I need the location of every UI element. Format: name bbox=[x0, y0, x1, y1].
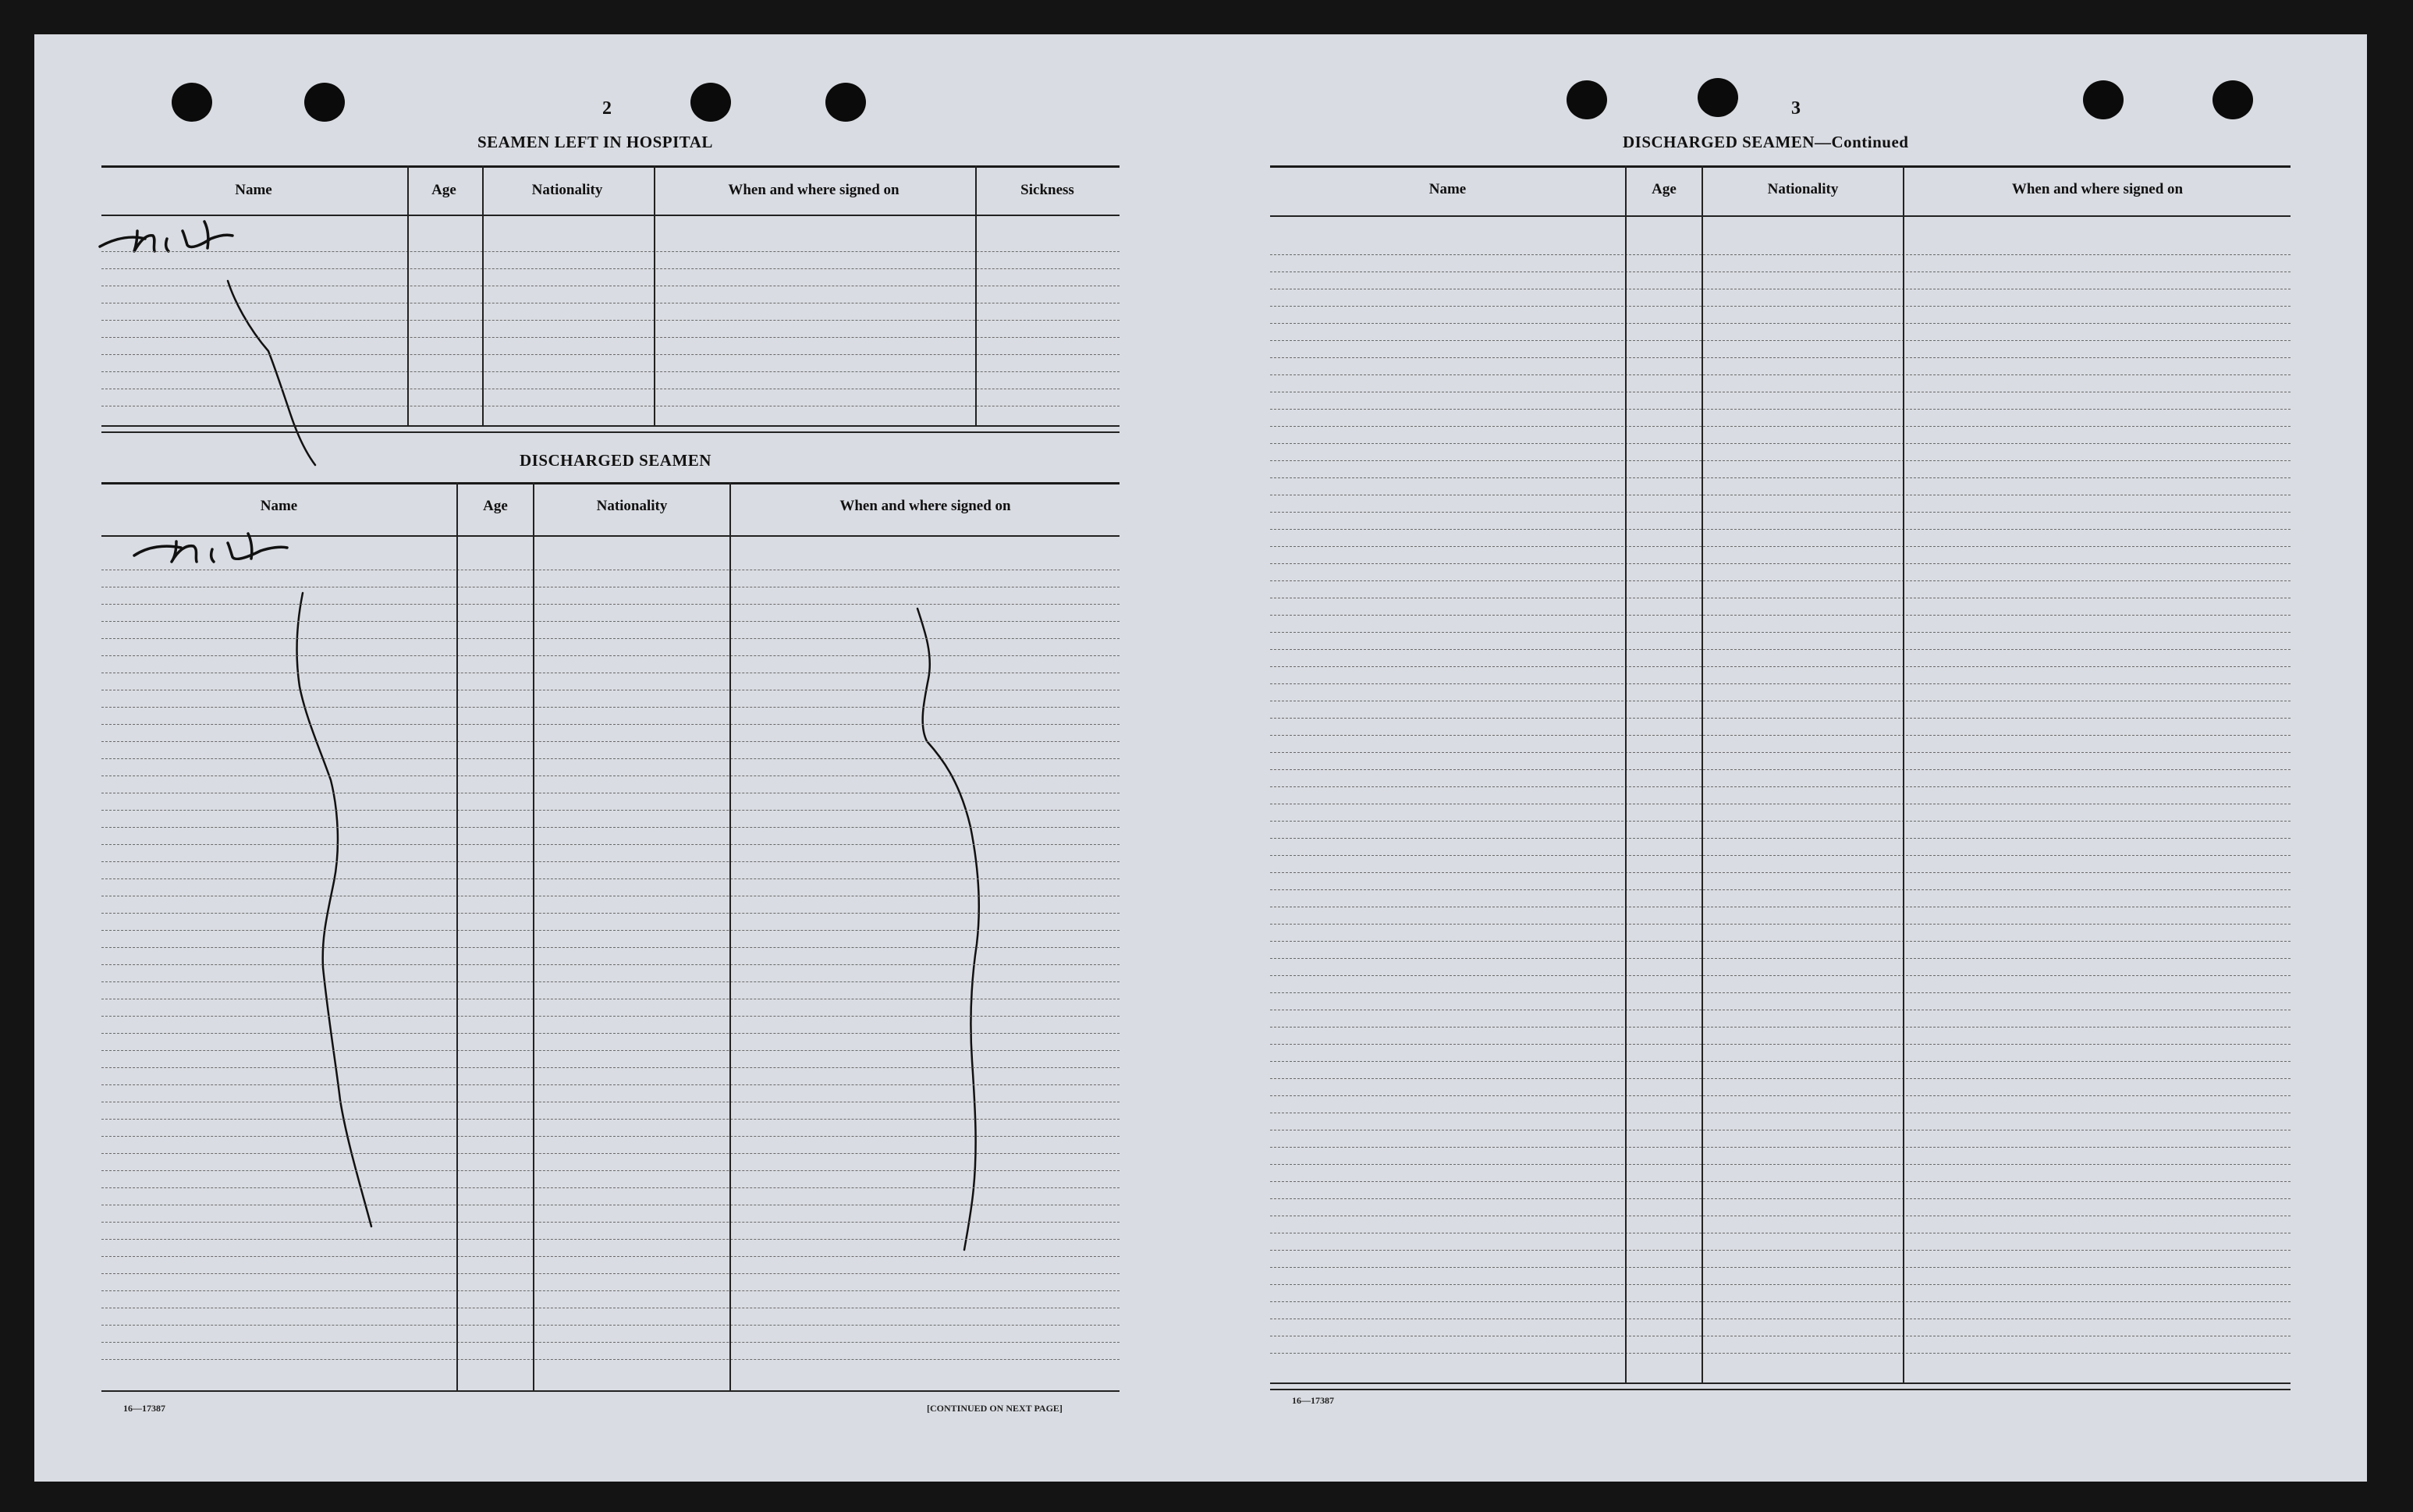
punch-hole bbox=[690, 83, 731, 122]
right-row-rule bbox=[1270, 838, 2291, 839]
right-row-rule bbox=[1270, 1198, 2291, 1199]
discharged-section-title: DISCHARGED SEAMEN bbox=[520, 451, 711, 470]
right-row-rule bbox=[1270, 649, 2291, 650]
right-row-rule bbox=[1270, 1284, 2291, 1285]
right-row-rule bbox=[1270, 855, 2291, 856]
right-row-rule bbox=[1270, 1301, 2291, 1302]
discharged-row-rule bbox=[101, 638, 1120, 639]
right-row-rule bbox=[1270, 460, 2291, 461]
discharged-col-name: Name bbox=[260, 498, 298, 514]
right-row-rule bbox=[1270, 1181, 2291, 1182]
right-row-rule bbox=[1270, 1147, 2291, 1148]
discharged-row-rule bbox=[101, 827, 1120, 828]
discharged-row-rule bbox=[101, 878, 1120, 879]
discharged-col-age: Age bbox=[483, 498, 508, 514]
right-row-rule bbox=[1270, 529, 2291, 530]
discharged-col-separator bbox=[729, 482, 731, 1390]
discharged-row-rule bbox=[101, 1290, 1120, 1291]
right-row-rule bbox=[1270, 1267, 2291, 1268]
form-number-right: 16—17387 bbox=[1292, 1395, 1334, 1406]
right-row-rule bbox=[1270, 941, 2291, 942]
hospital-col-separator bbox=[482, 165, 484, 425]
right-table-top-rule bbox=[1270, 165, 2291, 168]
punch-hole bbox=[825, 83, 866, 122]
discharged-row-rule bbox=[101, 1119, 1120, 1120]
punch-hole bbox=[1567, 80, 1607, 119]
right-col-separator bbox=[1702, 165, 1703, 1382]
right-section-title-suffix: —Continued bbox=[1814, 133, 1909, 151]
right-col-when-where: When and where signed on bbox=[2011, 181, 2184, 197]
page-number-left: 2 bbox=[602, 98, 612, 119]
discharged-col-nationality: Nationality bbox=[596, 498, 668, 514]
right-col-nationality: Nationality bbox=[1767, 181, 1839, 197]
hospital-col-nationality: Nationality bbox=[531, 182, 603, 198]
right-bottom-rule bbox=[1270, 1389, 2291, 1390]
discharged-row-rule bbox=[101, 861, 1120, 862]
right-row-rule bbox=[1270, 786, 2291, 787]
form-number-left: 16—17387 bbox=[123, 1403, 165, 1414]
right-col-separator bbox=[1903, 165, 1904, 1382]
punch-hole bbox=[2083, 80, 2124, 119]
discharged-row-rule bbox=[101, 1136, 1120, 1137]
page-number-right: 3 bbox=[1791, 98, 1801, 119]
right-row-rule bbox=[1270, 512, 2291, 513]
hospital-col-separator bbox=[407, 165, 409, 425]
right-row-rule bbox=[1270, 975, 2291, 976]
right-row-rule bbox=[1270, 958, 2291, 959]
right-row-rule bbox=[1270, 632, 2291, 633]
discharged-row-rule bbox=[101, 844, 1120, 845]
hospital-section-title: SEAMEN LEFT IN HOSPITAL bbox=[477, 133, 713, 151]
right-row-rule bbox=[1270, 1164, 2291, 1165]
right-row-rule bbox=[1270, 546, 2291, 547]
right-row-rule bbox=[1270, 443, 2291, 444]
discharged-row-rule bbox=[101, 913, 1120, 914]
right-row-rule bbox=[1270, 1027, 2291, 1028]
right-row-rule bbox=[1270, 889, 2291, 890]
right-row-rule bbox=[1270, 580, 2291, 581]
right-row-rule bbox=[1270, 563, 2291, 564]
right-row-rule bbox=[1270, 323, 2291, 324]
right-row-rule bbox=[1270, 752, 2291, 753]
discharged-row-rule bbox=[101, 1170, 1120, 1171]
hospital-row-rule bbox=[101, 371, 1120, 372]
right-row-rule bbox=[1270, 477, 2291, 478]
discharged-header-rule bbox=[101, 535, 1120, 537]
discharged-row-rule bbox=[101, 1067, 1120, 1068]
right-row-rule bbox=[1270, 374, 2291, 375]
right-row-rule bbox=[1270, 992, 2291, 993]
discharged-row-rule bbox=[101, 1050, 1120, 1051]
hospital-col-sickness: Sickness bbox=[1020, 182, 1074, 198]
discharged-row-rule bbox=[101, 947, 1120, 948]
hospital-col-separator bbox=[975, 165, 977, 425]
hospital-col-when-where: When and where signed on bbox=[728, 182, 900, 198]
right-section-title-main: DISCHARGED SEAMEN bbox=[1623, 133, 1815, 151]
discharged-row-rule bbox=[101, 1359, 1120, 1360]
right-row-rule bbox=[1270, 769, 2291, 770]
right-row-rule bbox=[1270, 340, 2291, 341]
discharged-col-separator bbox=[456, 482, 458, 1390]
right-row-rule bbox=[1270, 306, 2291, 307]
discharged-row-rule bbox=[101, 1342, 1120, 1343]
discharged-row-rule bbox=[101, 1187, 1120, 1188]
right-row-rule bbox=[1270, 254, 2291, 255]
right-row-rule bbox=[1270, 1044, 2291, 1045]
right-row-rule bbox=[1270, 1061, 2291, 1062]
right-row-rule bbox=[1270, 718, 2291, 719]
right-row-rule bbox=[1270, 615, 2291, 616]
right-section-title bbox=[1623, 133, 1908, 152]
continued-note: [CONTINUED ON NEXT PAGE] bbox=[927, 1403, 1063, 1414]
hospital-row-rule bbox=[101, 320, 1120, 321]
right-row-rule bbox=[1270, 1095, 2291, 1096]
discharged-row-rule bbox=[101, 1033, 1120, 1034]
hospital-row-rule bbox=[101, 268, 1120, 269]
right-row-rule bbox=[1270, 1353, 2291, 1354]
discharged-col-separator bbox=[533, 482, 534, 1390]
punch-hole bbox=[1698, 78, 1738, 117]
discharged-row-rule bbox=[101, 655, 1120, 656]
discharged-row-rule bbox=[101, 1239, 1120, 1240]
right-row-rule bbox=[1270, 872, 2291, 873]
hospital-bottom-rule bbox=[101, 425, 1120, 427]
discharged-row-rule bbox=[101, 810, 1120, 811]
hospital-col-separator bbox=[654, 165, 655, 425]
discharged-row-rule bbox=[101, 1256, 1120, 1257]
right-header-rule bbox=[1270, 215, 2291, 217]
hospital-row-rule bbox=[101, 337, 1120, 338]
punch-hole bbox=[2213, 80, 2253, 119]
right-row-rule bbox=[1270, 426, 2291, 427]
discharged-row-rule bbox=[101, 758, 1120, 759]
punch-hole bbox=[172, 83, 212, 122]
punch-hole bbox=[304, 83, 345, 122]
right-col-age: Age bbox=[1652, 181, 1677, 197]
right-row-rule bbox=[1270, 409, 2291, 410]
hospital-table-top-rule bbox=[101, 165, 1120, 168]
discharged-row-rule bbox=[101, 621, 1120, 622]
discharged-row-rule bbox=[101, 1273, 1120, 1274]
discharged-row-rule bbox=[101, 981, 1120, 982]
right-row-rule bbox=[1270, 735, 2291, 736]
right-row-rule bbox=[1270, 683, 2291, 684]
hospital-row-rule bbox=[101, 251, 1120, 252]
discharged-row-rule bbox=[101, 1325, 1120, 1326]
right-row-rule bbox=[1270, 666, 2291, 667]
discharged-row-rule bbox=[101, 930, 1120, 931]
right-row-rule bbox=[1270, 357, 2291, 358]
hospital-header-rule bbox=[101, 215, 1120, 216]
hospital-row-rule bbox=[101, 354, 1120, 355]
discharged-row-rule bbox=[101, 724, 1120, 725]
discharged-col-when-where: When and where signed on bbox=[839, 498, 1011, 514]
discharged-row-rule bbox=[101, 964, 1120, 965]
right-row-rule bbox=[1270, 821, 2291, 822]
right-row-rule bbox=[1270, 1250, 2291, 1251]
discharged-row-rule bbox=[101, 604, 1120, 605]
right-row-rule bbox=[1270, 1078, 2291, 1079]
hospital-col-name: Name bbox=[235, 182, 272, 198]
right-bottom-rule bbox=[1270, 1382, 2291, 1384]
discharged-row-rule bbox=[101, 1222, 1120, 1223]
discharged-row-rule bbox=[101, 707, 1120, 708]
discharged-row-rule bbox=[101, 1084, 1120, 1085]
hospital-col-age: Age bbox=[431, 182, 456, 198]
discharged-table-top-rule bbox=[101, 482, 1120, 484]
discharged-row-rule bbox=[101, 741, 1120, 742]
right-col-separator bbox=[1625, 165, 1627, 1382]
right-row-rule bbox=[1270, 924, 2291, 925]
discharged-row-rule bbox=[101, 1016, 1120, 1017]
discharged-row-rule bbox=[101, 1153, 1120, 1154]
right-col-name: Name bbox=[1428, 181, 1467, 197]
discharged-bottom-rule bbox=[101, 1390, 1120, 1392]
hospital-bottom-rule bbox=[101, 431, 1120, 433]
